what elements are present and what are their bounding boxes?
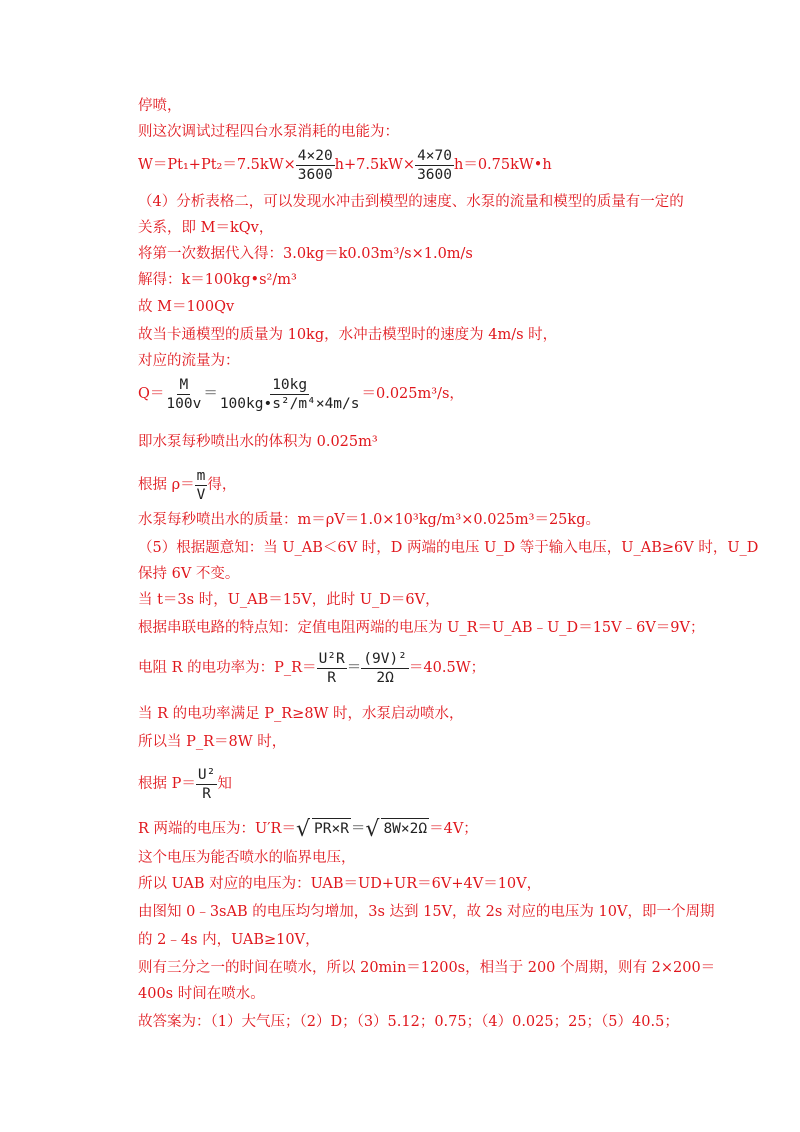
fraction-numerator: M — [179, 376, 189, 393]
voltage-formula — [138, 818, 478, 840]
fraction-numerator: m — [196, 467, 206, 484]
fraction-numerator: 10kg — [272, 376, 308, 393]
text-line: 将第一次数据代入得：3.0kg＝k0.03m³/s×1.0m/s — [138, 246, 473, 262]
fraction — [195, 467, 208, 504]
formula-text: ＝ — [346, 660, 362, 676]
text-line: 则这次调试过程四台水泵消耗的电能为： — [138, 124, 399, 140]
text-line: 当 R 的电功率满足 P_R≥8W 时，水泵启动喷水， — [138, 706, 464, 722]
fraction — [196, 766, 217, 803]
fraction-numerator: 4×20 — [297, 147, 333, 164]
text-line: 由图知 0﹣3sAB 的电压均匀增加，3s 达到 15V，故 2s 对应的电压为 10V，即一个周期 — [138, 904, 715, 920]
fraction-denominator: R — [202, 785, 211, 802]
fraction — [218, 376, 362, 413]
fraction-denominator: R — [327, 669, 337, 686]
formula-text: h＝0.75kW•h — [453, 157, 552, 173]
sqrt-content: 8W×2Ω — [381, 818, 429, 839]
text-line: 这个电压为能否喷水的临界电压， — [138, 850, 356, 866]
power-relation — [138, 764, 232, 804]
fraction — [164, 376, 203, 413]
text-line: （4）分析表格二，可以发现水冲击到模型的速度、水泵的流量和模型的质量有一定的 — [138, 194, 684, 210]
formula-text: ＝ — [350, 821, 366, 837]
formula-text: h+7.5kW× — [334, 157, 416, 173]
energy-formula — [138, 146, 552, 184]
formula-text: ＝4V； — [429, 821, 478, 837]
formula-text: ＝ — [203, 386, 218, 402]
formula-text: 知 — [217, 776, 232, 792]
fraction-denominator: 3600 — [417, 166, 452, 183]
fraction-numerator: U²R — [318, 650, 345, 667]
formula-text: 根据 P＝ — [138, 776, 196, 792]
text-line: 的 2﹣4s 内，UAB≥10V， — [138, 932, 320, 948]
text-line: 根据串联电路的特点知：定值电阻两端的电压为 U_R＝U_AB﹣U_D＝15V﹣6V＝9V； — [138, 620, 705, 636]
formula-text: W＝Pt₁+Pt₂＝7.5kW× — [138, 157, 296, 173]
fraction — [415, 147, 454, 184]
text-line: 故 M＝100Qv — [138, 299, 235, 315]
fraction-denominator: 2Ω — [376, 669, 394, 686]
text-line: 对应的流量为： — [138, 353, 240, 369]
fraction-numerator: 4×70 — [417, 147, 452, 164]
fraction-denominator: 3600 — [297, 166, 333, 183]
formula-text: R 两端的电压为：U′R＝ — [138, 821, 296, 837]
fraction-denominator: 100kg•s²/m⁴×4m/s — [219, 395, 360, 412]
fraction-denominator: V — [196, 486, 206, 503]
sqrt-content: PR×R — [312, 818, 351, 839]
flow-formula — [138, 375, 464, 413]
density-formula — [138, 466, 236, 504]
formula-text: 电阻 R 的电功率为：P_R＝ — [138, 660, 317, 676]
formula-text: ＝0.025m³/s， — [361, 386, 464, 402]
text-line: 即水泵每秒喷出水的体积为 0.025m³ — [138, 434, 378, 450]
formula-text: ＝40.5W； — [408, 660, 486, 676]
text-line: 水泵每秒喷出水的质量：m＝ρV＝1.0×10³kg/m³×0.025m³＝25kg。 — [138, 512, 600, 528]
formula-text: 得， — [207, 477, 237, 493]
text-line: 所以当 P_R＝8W 时， — [138, 734, 287, 750]
text-line: 则有三分之一的时间在喷水，所以 20min＝1200s，相当于 200 个周期，则有 2×200＝ — [138, 960, 716, 976]
formula-text: 根据 ρ＝ — [138, 477, 195, 493]
text-line: （5）根据题意知：当 U_AB＜6V 时，D 两端的电压 U_D 等于输入电压，U_AB≥6V 时，U_D — [138, 540, 759, 556]
text-line: 停喷， — [138, 98, 182, 114]
text-line: 所以 UAB 对应的电压为：UAB＝UD+UR＝6V+4V＝10V， — [138, 876, 542, 892]
text-line: 当 t＝3s 时，U_AB＝15V，此时 U_D＝6V， — [138, 592, 440, 608]
text-line: 400s 时间在喷水。 — [138, 986, 265, 1002]
fraction — [317, 650, 347, 687]
sqrt-icon: √ — [295, 817, 310, 842]
fraction — [361, 650, 409, 687]
formula-text: Q＝ — [138, 386, 165, 402]
fraction-numerator: (9V)² — [363, 650, 407, 667]
fraction-numerator: U² — [197, 766, 216, 783]
text-line: 关系，即 M＝kQv， — [138, 220, 274, 236]
text-line: 故当卡通模型的质量为 10kg，水冲击模型时的速度为 4m/s 时， — [138, 327, 558, 343]
power-formula — [138, 648, 485, 688]
answer-line: 故答案为：（1）大气压；（2）D；（3）5.12；0.75；（4）0.025；25；（5）40.5； — [138, 1014, 679, 1030]
fraction — [296, 147, 335, 184]
fraction-denominator: 100v — [166, 395, 202, 412]
sqrt-icon: √ — [365, 817, 380, 842]
text-line: 解得：k＝100kg•s²/m³ — [138, 272, 297, 288]
text-line: 保持 6V 不变。 — [138, 566, 240, 582]
